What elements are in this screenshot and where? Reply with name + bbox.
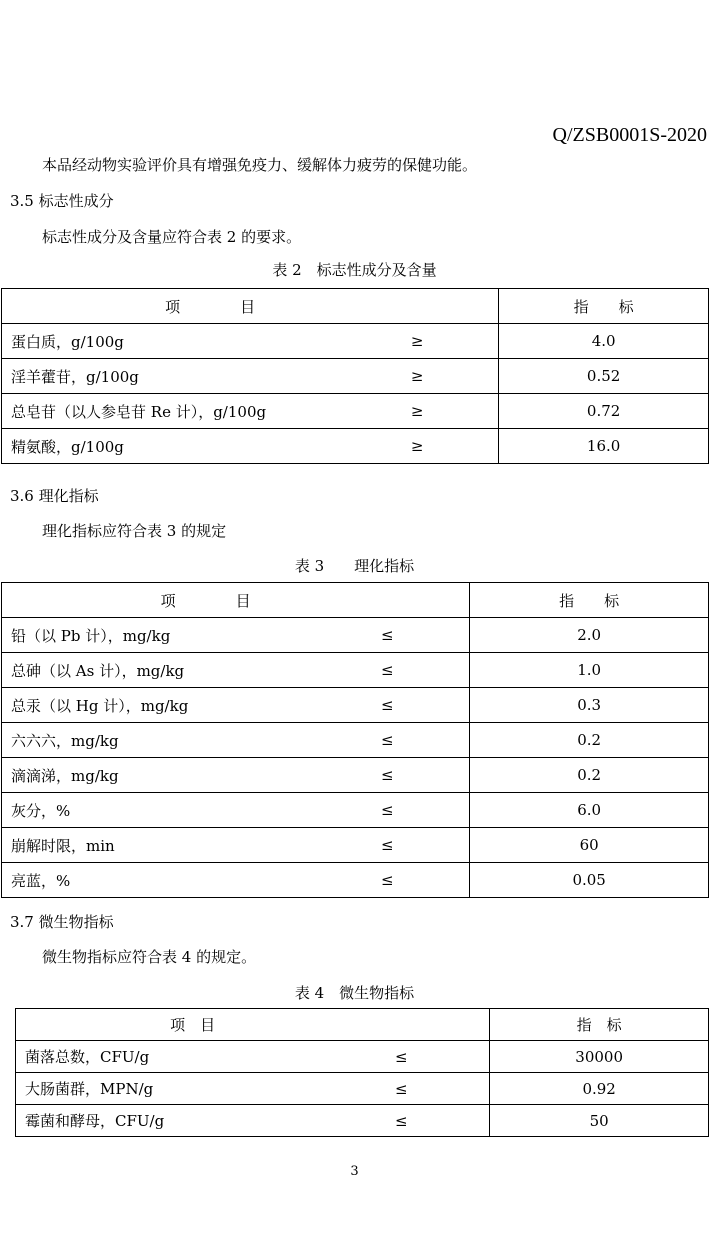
table-row	[16, 1041, 709, 1073]
table-row	[2, 758, 709, 793]
row-name: 亮蓝，%	[2, 863, 381, 898]
row-operator: ≤	[395, 1073, 490, 1105]
row-name: 蛋白质，g/100g	[2, 324, 411, 359]
row-value: 0.72	[499, 394, 709, 429]
row-operator: ≥	[411, 394, 499, 429]
section-3-7-text: 微生物指标应符合表 4 的规定。	[42, 948, 257, 966]
row-operator: ≤	[381, 758, 470, 793]
row-operator: ≤	[381, 723, 470, 758]
header-index: 指 标	[490, 1009, 709, 1041]
page-number: 3	[350, 1164, 359, 1179]
table-header-row	[2, 289, 709, 324]
row-value: 4.0	[499, 324, 709, 359]
table-row	[16, 1073, 709, 1105]
table-3-caption: 表 3 理化指标	[294, 557, 415, 575]
row-name: 菌落总数，CFU/g	[16, 1041, 395, 1073]
row-value: 1.0	[470, 653, 709, 688]
table-4-caption: 表 4 微生物指标	[294, 984, 415, 1002]
row-value: 0.2	[470, 723, 709, 758]
header-index: 指 标	[499, 289, 709, 324]
table-row	[2, 793, 709, 828]
row-name: 崩解时限，min	[2, 828, 381, 863]
table-row	[2, 723, 709, 758]
section-3-5-text: 标志性成分及含量应符合表 2 的要求。	[42, 228, 302, 246]
row-operator: ≤	[381, 618, 470, 653]
row-operator: ≤	[381, 793, 470, 828]
table-3	[1, 582, 709, 898]
section-3-6-heading: 3.6 理化指标	[10, 487, 99, 505]
table-row	[2, 863, 709, 898]
table-row	[2, 688, 709, 723]
row-value: 60	[470, 828, 709, 863]
row-value: 16.0	[499, 429, 709, 464]
row-name: 大肠菌群，MPN/g	[16, 1073, 395, 1105]
row-operator: ≥	[411, 359, 499, 394]
section-3-7-heading: 3.7 微生物指标	[10, 913, 114, 931]
table-row	[16, 1105, 709, 1137]
table-row	[2, 429, 709, 464]
row-name: 总砷（以 As 计），mg/kg	[2, 653, 381, 688]
document-code: Q/ZSB0001S-2020	[552, 124, 707, 146]
row-operator: ≤	[381, 863, 470, 898]
header-index: 指 标	[470, 583, 709, 618]
row-operator: ≤	[381, 653, 470, 688]
row-name: 铅（以 Pb 计），mg/kg	[2, 618, 381, 653]
row-name: 滴滴涕，mg/kg	[2, 758, 381, 793]
table-row	[2, 828, 709, 863]
table-row	[2, 359, 709, 394]
row-name: 霉菌和酵母，CFU/g	[16, 1105, 395, 1137]
row-value: 0.92	[490, 1073, 709, 1105]
row-operator: ≤	[381, 688, 470, 723]
row-name: 淫羊藿苷，g/100g	[2, 359, 411, 394]
table-row	[2, 394, 709, 429]
header-item: 项 目	[16, 1009, 490, 1041]
row-operator: ≤	[381, 828, 470, 863]
row-name: 六六六，mg/kg	[2, 723, 381, 758]
section-3-5-heading: 3.5 标志性成分	[10, 192, 114, 210]
row-value: 30000	[490, 1041, 709, 1073]
intro-paragraph: 本品经动物实验评价具有增强免疫力、缓解体力疲劳的保健功能。	[42, 156, 478, 174]
row-name: 总汞（以 Hg 计），mg/kg	[2, 688, 381, 723]
table-4	[15, 1008, 709, 1137]
section-3-6-text: 理化指标应符合表 3 的规定	[42, 522, 227, 540]
row-value: 0.3	[470, 688, 709, 723]
row-value: 0.05	[470, 863, 709, 898]
table-2-caption: 表 2 标志性成分及含量	[272, 261, 437, 279]
table-2	[1, 288, 709, 464]
table-header-row	[2, 583, 709, 618]
row-name: 精氨酸，g/100g	[2, 429, 411, 464]
row-value: 50	[490, 1105, 709, 1137]
row-operator: ≤	[395, 1105, 490, 1137]
row-value: 2.0	[470, 618, 709, 653]
table-header-row	[16, 1009, 709, 1041]
row-value: 0.52	[499, 359, 709, 394]
header-item: 项 目	[2, 583, 470, 618]
header-item: 项 目	[2, 289, 499, 324]
row-operator: ≤	[395, 1041, 490, 1073]
row-operator: ≥	[411, 429, 499, 464]
row-value: 6.0	[470, 793, 709, 828]
table-row	[2, 324, 709, 359]
row-name: 灰分，%	[2, 793, 381, 828]
row-operator: ≥	[411, 324, 499, 359]
row-value: 0.2	[470, 758, 709, 793]
table-row	[2, 618, 709, 653]
table-row	[2, 653, 709, 688]
row-name: 总皂苷（以人参皂苷 Re 计），g/100g	[2, 394, 411, 429]
